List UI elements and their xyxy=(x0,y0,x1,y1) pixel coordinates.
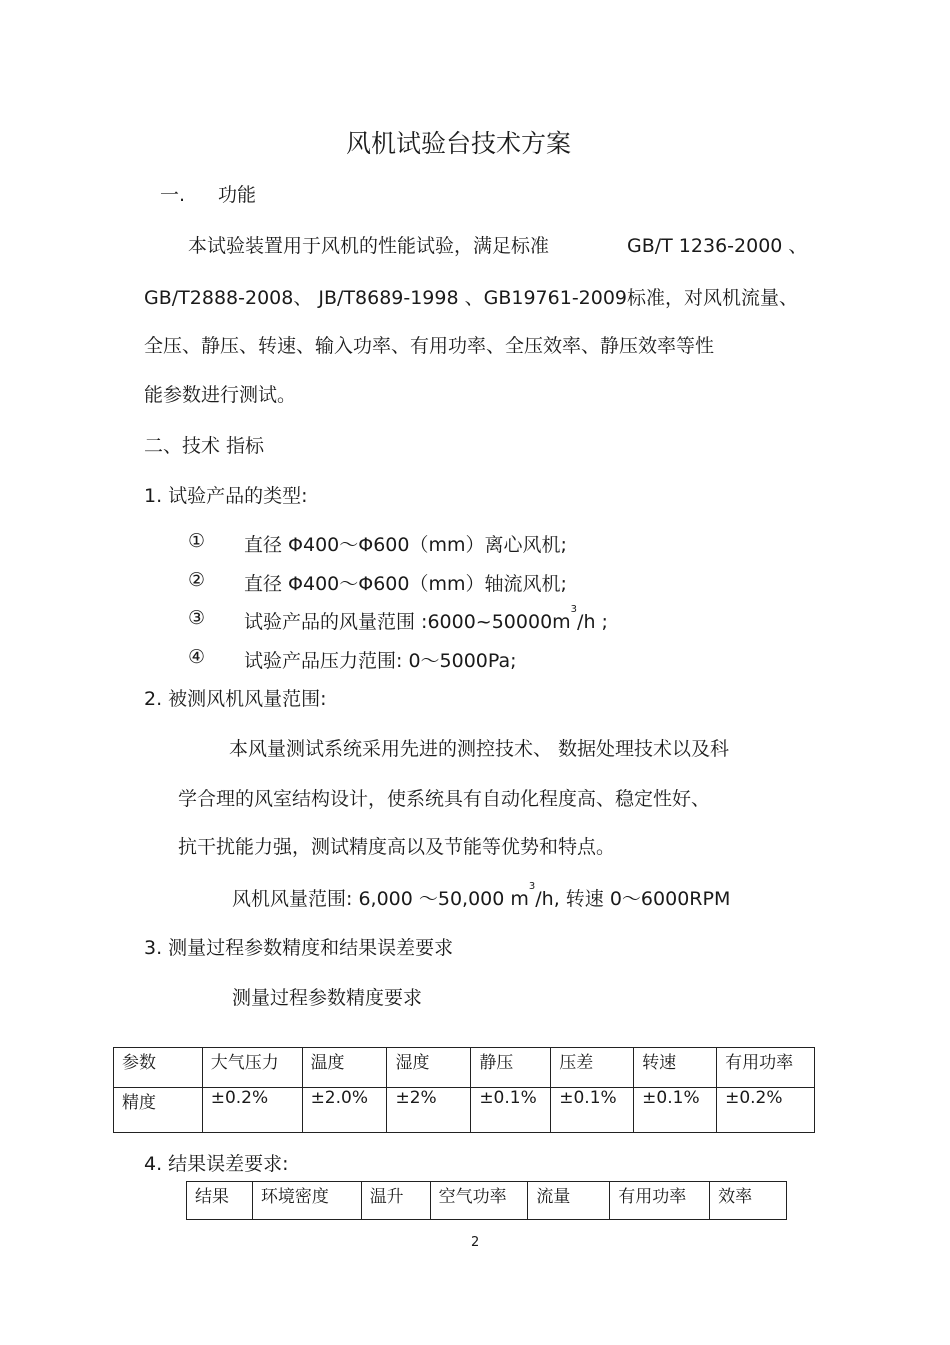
item-2-para-1: 本风量测试系统采用先进的测控技术、 数据处理技术以及科 xyxy=(229,738,730,760)
type-3-line xyxy=(244,603,608,634)
intro-line-4: 能参数进行测试。 xyxy=(144,384,297,406)
airflow-range xyxy=(232,880,731,911)
table-cell: 流量 xyxy=(528,1182,610,1220)
section-2-title: 二、技术 指标 xyxy=(144,435,265,457)
table-cell: 温度 xyxy=(302,1048,387,1088)
precision-table xyxy=(113,1047,815,1133)
table-cell: 有用功率 xyxy=(717,1048,815,1088)
type-3-mark: ③ xyxy=(188,607,206,629)
intro-line-3: 全压、静压、转速、输入功率、有用功率、全压效率、静压效率等性 xyxy=(144,335,715,357)
item-2-para-3: 抗干扰能力强，测试精度高以及节能等优势和特点。 xyxy=(178,836,616,858)
table-cell: ±0.2% xyxy=(717,1088,815,1133)
table-cell: ±0.2% xyxy=(202,1088,302,1133)
item-3-subtitle: 测量过程参数精度要求 xyxy=(232,987,423,1009)
type-4-text: 试验产品压力范围: 0～5000Pa; xyxy=(244,650,517,672)
type-1-text: 直径 Φ400～Φ600（mm）离心风机; xyxy=(244,534,567,556)
type-1-mark: ① xyxy=(188,530,206,552)
intro-line-1b: GB/T 1236-2000 、 xyxy=(627,235,808,257)
precision-value-row xyxy=(114,1088,815,1133)
table-cell: 转速 xyxy=(634,1048,717,1088)
type-3-sup: 3 xyxy=(570,603,578,615)
item-3-title: 3. 测量过程参数精度和结果误差要求 xyxy=(144,937,454,959)
table-cell: 大气压力 xyxy=(202,1048,302,1088)
page-title: 风机试验台技术方案 xyxy=(346,129,572,158)
item-1-title: 1. 试验产品的类型: xyxy=(144,485,308,507)
table-cell: 湿度 xyxy=(387,1048,471,1088)
table-cell: 环境密度 xyxy=(252,1182,361,1220)
airflow-range-b: /h, 转速 0～6000RPM xyxy=(535,888,731,910)
page-number: 2 xyxy=(471,1235,480,1250)
precision-header-row xyxy=(114,1048,815,1088)
type-4-mark: ④ xyxy=(188,646,206,668)
intro-line-1a: 本试验装置用于风机的性能试验，满足标准 xyxy=(188,235,550,257)
table-cell: ±0.1% xyxy=(551,1088,634,1133)
table-cell: ±0.1% xyxy=(634,1088,717,1133)
table-cell: 温升 xyxy=(361,1182,430,1220)
table-cell: ±2.0% xyxy=(302,1088,387,1133)
table-cell: 参数 xyxy=(114,1048,203,1088)
type-2-mark: ② xyxy=(188,569,206,591)
section-1-number: 一. xyxy=(160,184,186,206)
result-header-row xyxy=(187,1182,787,1220)
table-cell: 空气功率 xyxy=(430,1182,528,1220)
type-2-text: 直径 Φ400～Φ600（mm）轴流风机; xyxy=(244,573,567,595)
table-cell: 精度 xyxy=(114,1088,203,1133)
intro-line-2: GB/T2888-2008、 JB/T8689-1998 、GB19761-2009标准，对风机流量、 xyxy=(144,287,799,309)
item-2-para-2: 学合理的风室结构设计，使系统具有自动化程度高、稳定性好、 xyxy=(178,788,711,810)
type-3-tail: /h ; xyxy=(577,611,608,633)
item-4-title: 4. 结果误差要求: xyxy=(144,1153,289,1175)
airflow-range-sup: 3 xyxy=(528,880,536,892)
section-1-title: 功能 xyxy=(218,184,257,206)
type-3-text: 试验产品的风量范围 :6000~50000m xyxy=(244,611,571,633)
item-2-title: 2. 被测风机风量范围: xyxy=(144,688,327,710)
airflow-range-a: 风机风量范围: 6,000 ～50,000 m xyxy=(232,888,529,910)
table-cell: ±2% xyxy=(387,1088,471,1133)
table-cell: 有用功率 xyxy=(610,1182,710,1220)
table-cell: 效率 xyxy=(710,1182,787,1220)
table-cell: 静压 xyxy=(471,1048,551,1088)
result-error-table xyxy=(186,1181,787,1220)
table-cell: ±0.1% xyxy=(471,1088,551,1133)
table-cell: 结果 xyxy=(187,1182,253,1220)
table-cell: 压差 xyxy=(551,1048,634,1088)
